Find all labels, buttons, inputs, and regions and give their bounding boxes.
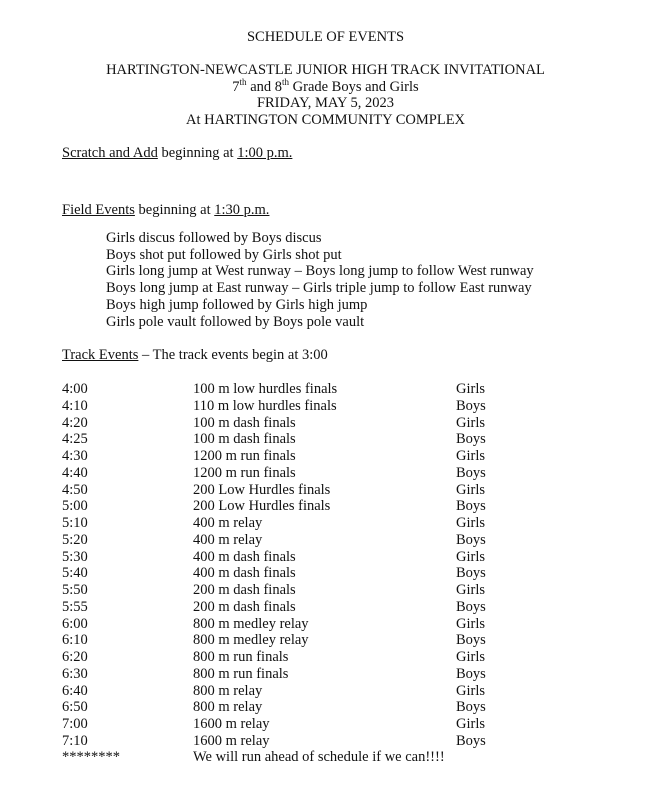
event-gender: Boys [456, 632, 486, 649]
grades-line: 7th and 8th Grade Boys and Girls [232, 77, 419, 95]
track-events-heading: Track Events – The track events begin at 3:00 [62, 347, 328, 363]
field-event-item: Girls pole vault followed by Boys pole vault [106, 313, 365, 330]
footer-stars: ******** [62, 749, 120, 765]
table-row [0, 599, 651, 616]
event-gender: Boys [456, 665, 486, 682]
event-time: 7:10 [62, 732, 88, 749]
event-event: 800 m medley relay [193, 632, 309, 649]
table-row [0, 431, 651, 448]
table-row [0, 666, 651, 683]
event-event: 400 m dash finals [193, 548, 296, 565]
footer-note: We will run ahead of schedule if we can!!!! [193, 749, 445, 765]
event-event: 400 m relay [193, 531, 263, 548]
table-row [0, 415, 651, 432]
table-row [0, 632, 651, 649]
meet-date: FRIDAY, MAY 5, 2023 [256, 95, 395, 111]
table-row [0, 565, 651, 582]
footer-row [0, 749, 651, 766]
meet-location: At HARTINGTON COMMUNITY COMPLEX [185, 112, 466, 128]
event-gender: Boys [456, 431, 486, 448]
field-event-item: Boys long jump at East runway – Girls triple jump to follow East runway [106, 280, 532, 297]
event-time: 5:10 [62, 515, 88, 532]
table-row [0, 616, 651, 633]
event-time: 5:40 [62, 565, 88, 582]
event-time: 6:10 [62, 632, 88, 649]
table-row [0, 683, 651, 700]
event-event: 200 m dash finals [193, 582, 296, 599]
event-time: 6:20 [62, 649, 88, 666]
event-time: 6:00 [62, 615, 88, 632]
event-gender: Girls [456, 649, 485, 666]
event-gender: Boys [456, 732, 486, 749]
event-time: 4:00 [62, 381, 88, 397]
event-event: 800 m run finals [193, 649, 289, 666]
table-row [0, 482, 651, 499]
event-gender: Boys [456, 598, 486, 615]
event-time: 4:40 [62, 464, 88, 481]
event-time: 5:20 [62, 531, 88, 548]
event-event: 1200 m run finals [193, 464, 296, 481]
table-row [0, 582, 651, 599]
event-time: 5:50 [62, 582, 88, 599]
event-gender: Girls [456, 615, 485, 632]
event-gender: Boys [456, 397, 486, 414]
table-row [0, 381, 651, 398]
table-row [0, 649, 651, 666]
doc-title: SCHEDULE OF EVENTS [246, 29, 405, 45]
table-row [0, 465, 651, 482]
event-event: 200 Low Hurdles finals [193, 498, 331, 515]
table-row [0, 716, 651, 733]
table-row [0, 448, 651, 465]
table-row [0, 733, 651, 750]
scratch-line: Scratch and Add beginning at 1:00 p.m. [62, 145, 293, 161]
event-event: 800 m relay [193, 699, 263, 716]
event-event: 800 m run finals [193, 665, 289, 682]
event-time: 6:50 [62, 699, 88, 716]
event-gender: Girls [456, 414, 485, 431]
event-event: 1600 m relay [193, 716, 270, 733]
field-event-item: Girls long jump at West runway – Boys long jump to follow West runway [106, 263, 534, 280]
field-event-item: Boys high jump followed by Girls high jump [106, 296, 368, 313]
event-time: 5:00 [62, 498, 88, 515]
event-event: 1200 m run finals [193, 448, 296, 465]
event-gender: Girls [456, 548, 485, 565]
event-time: 4:10 [62, 397, 88, 414]
table-row [0, 699, 651, 716]
event-gender: Boys [456, 565, 486, 582]
event-gender: Boys [456, 464, 486, 481]
table-row [0, 532, 651, 549]
event-gender: Girls [456, 682, 485, 699]
event-time: 5:55 [62, 598, 88, 615]
event-gender: Girls [456, 582, 485, 599]
event-time: 4:50 [62, 481, 88, 498]
event-time: 4:20 [62, 414, 88, 431]
table-row [0, 498, 651, 515]
event-gender: Girls [456, 515, 485, 532]
event-gender: Girls [456, 716, 485, 733]
event-gender: Boys [456, 699, 486, 716]
event-event: 100 m dash finals [193, 414, 296, 431]
event-event: 800 m relay [193, 682, 263, 699]
field-events-list [106, 230, 534, 330]
event-time: 6:30 [62, 665, 88, 682]
table-row [0, 549, 651, 566]
field-event-item: Girls discus followed by Boys discus [106, 230, 322, 246]
table-row [0, 515, 651, 532]
event-event: 1600 m relay [193, 732, 270, 749]
event-event: 400 m dash finals [193, 565, 296, 582]
event-event: 200 Low Hurdles finals [193, 481, 331, 498]
event-time: 7:00 [62, 716, 88, 733]
event-gender: Girls [456, 448, 485, 465]
event-time: 5:30 [62, 548, 88, 565]
event-gender: Boys [456, 531, 486, 548]
event-time: 4:25 [62, 431, 88, 448]
event-time: 4:30 [62, 448, 88, 465]
event-event: 800 m medley relay [193, 615, 309, 632]
event-gender: Boys [456, 498, 486, 515]
meet-name: HARTINGTON-NEWCASTLE JUNIOR HIGH TRACK INVITATIONAL [106, 62, 545, 78]
event-time: 6:40 [62, 682, 88, 699]
field-events-heading: Field Events beginning at 1:30 p.m. [62, 202, 270, 218]
event-event: 400 m relay [193, 515, 263, 532]
event-event: 110 m low hurdles finals [193, 397, 337, 414]
event-event: 100 m dash finals [193, 431, 296, 448]
event-event: 200 m dash finals [193, 598, 296, 615]
table-row [0, 398, 651, 415]
field-event-item: Boys shot put followed by Girls shot put [106, 246, 342, 263]
event-event: 100 m low hurdles finals [193, 381, 338, 397]
event-gender: Girls [456, 481, 485, 498]
event-gender: Girls [456, 381, 485, 397]
